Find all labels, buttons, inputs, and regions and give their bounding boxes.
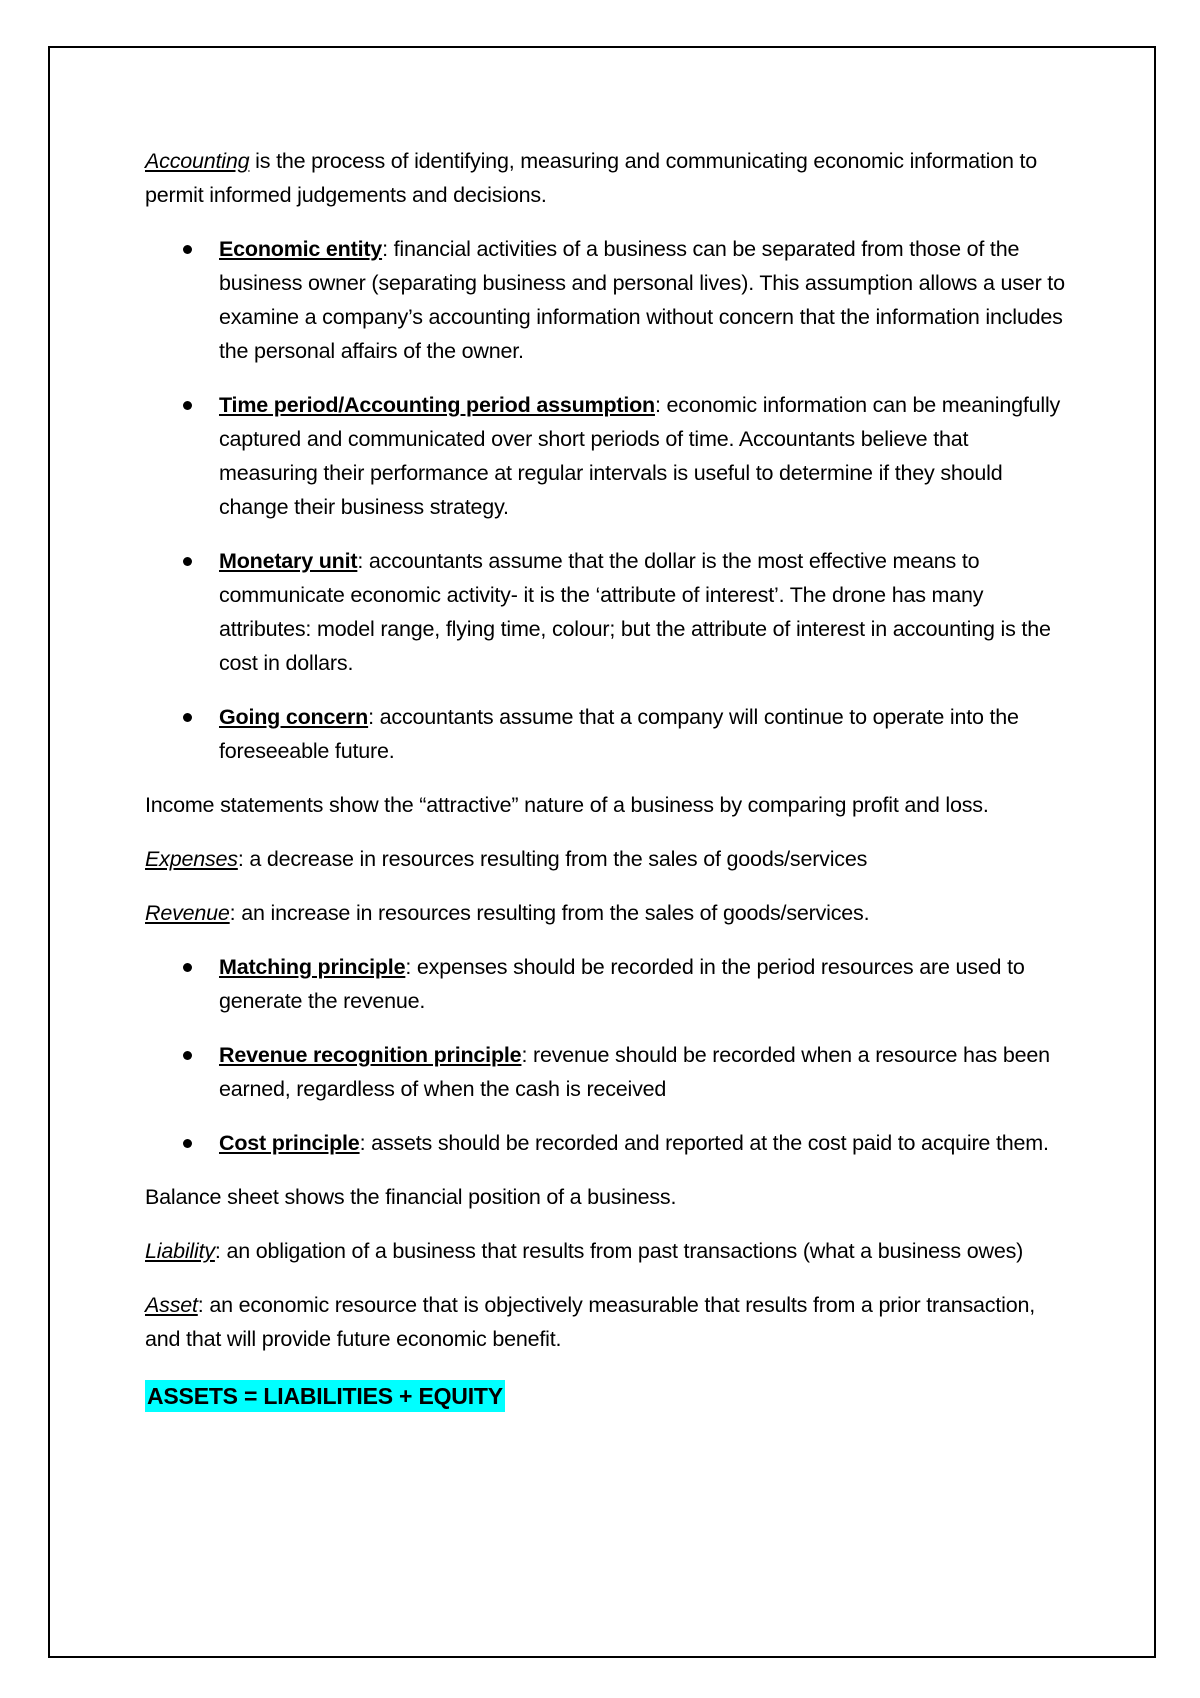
list-item — [145, 1038, 1065, 1106]
list-item-term: Monetary unit — [219, 549, 358, 573]
liability-text: : an obligation of a business that results from past transactions (what a business owes) — [214, 1239, 1024, 1263]
expenses-text: : a decrease in resources resulting from the sales of goods/services — [237, 847, 868, 871]
list-item-text: : expenses should be recorded in the period resources are used to generate the revenue. — [219, 955, 1025, 1013]
bullet-icon — [183, 1051, 192, 1060]
list-item-text: : accountants assume that a company will continue to operate into the foreseeable future. — [219, 705, 1019, 763]
asset-term: Asset — [145, 1293, 198, 1317]
list-item-text: : economic information can be meaningfully captured and communicated over short periods of time. Accountants believe that measuring their performance at regular intervals is useful to determine if they should change their business strategy. — [219, 393, 1061, 519]
asset-definition — [145, 1288, 1065, 1356]
accounting-definition — [145, 144, 1065, 212]
document-body — [145, 144, 1065, 1414]
accounting-text: is the process of identifying, measuring and communicating economic information to permit informed judgements and decisions. — [145, 149, 1038, 207]
income-statement-text: Income statements show the “attractive” nature of a business by comparing profit and loss. — [145, 793, 989, 817]
bullet-icon — [183, 245, 192, 254]
expenses-definition — [145, 842, 1065, 876]
liability-term: Liability — [145, 1239, 215, 1263]
bullet-icon — [183, 401, 192, 410]
bullet-icon — [183, 1139, 192, 1148]
bullet-icon — [183, 713, 192, 722]
balance-sheet-text: Balance sheet shows the financial position of a business. — [145, 1185, 677, 1209]
list-item-term: Going concern — [219, 705, 369, 729]
list-item-text: : revenue should be recorded when a resource has been earned, regardless of when the cash is received — [219, 1043, 1050, 1101]
list-item — [145, 700, 1065, 768]
list-item-term: Revenue recognition principle — [219, 1043, 522, 1067]
revenue-text: : an increase in resources resulting from the sales of goods/services. — [229, 901, 870, 925]
bullet-icon — [183, 963, 192, 972]
list-item-text: : financial activities of a business can be separated from those of the business owner (separating business and personal lives). This assumption allows a user to examine a company’s accounting information without concern that the information includes the personal affairs of the owner. — [219, 237, 1065, 363]
list-item-term: Economic entity — [219, 237, 383, 261]
list-item-text: : accountants assume that the dollar is the most effective means to communicate economic activity- it is the ‘attribute of interest’. The drone has many attributes: model range, flying time, colour; but the attribute of interest in accounting is the cost in dollars. — [219, 549, 1051, 675]
asset-text: : an economic resource that is objectively measurable that results from a prior transaction, and that will provide future economic benefit. — [145, 1293, 1035, 1351]
accounting-term: Accounting — [145, 149, 250, 173]
list-item — [145, 950, 1065, 1018]
bullet-icon — [183, 557, 192, 566]
list-item-term: Cost principle — [219, 1131, 360, 1155]
list-item-term: Time period/Accounting period assumption — [219, 393, 655, 417]
expenses-term: Expenses — [145, 847, 238, 871]
revenue-term: Revenue — [145, 901, 230, 925]
revenue-definition — [145, 896, 1065, 930]
list-item-term: Matching principle — [219, 955, 406, 979]
liability-definition — [145, 1234, 1065, 1268]
list-item — [145, 388, 1065, 524]
list-item-text: : assets should be recorded and reported at the cost paid to acquire them. — [359, 1131, 1049, 1155]
principles-list — [145, 950, 1065, 1160]
list-item — [145, 1126, 1065, 1160]
assumptions-list — [145, 232, 1065, 768]
list-item — [145, 544, 1065, 680]
accounting-equation: ASSETS = LIABILITIES + EQUITY — [145, 1380, 505, 1412]
list-item — [145, 232, 1065, 368]
